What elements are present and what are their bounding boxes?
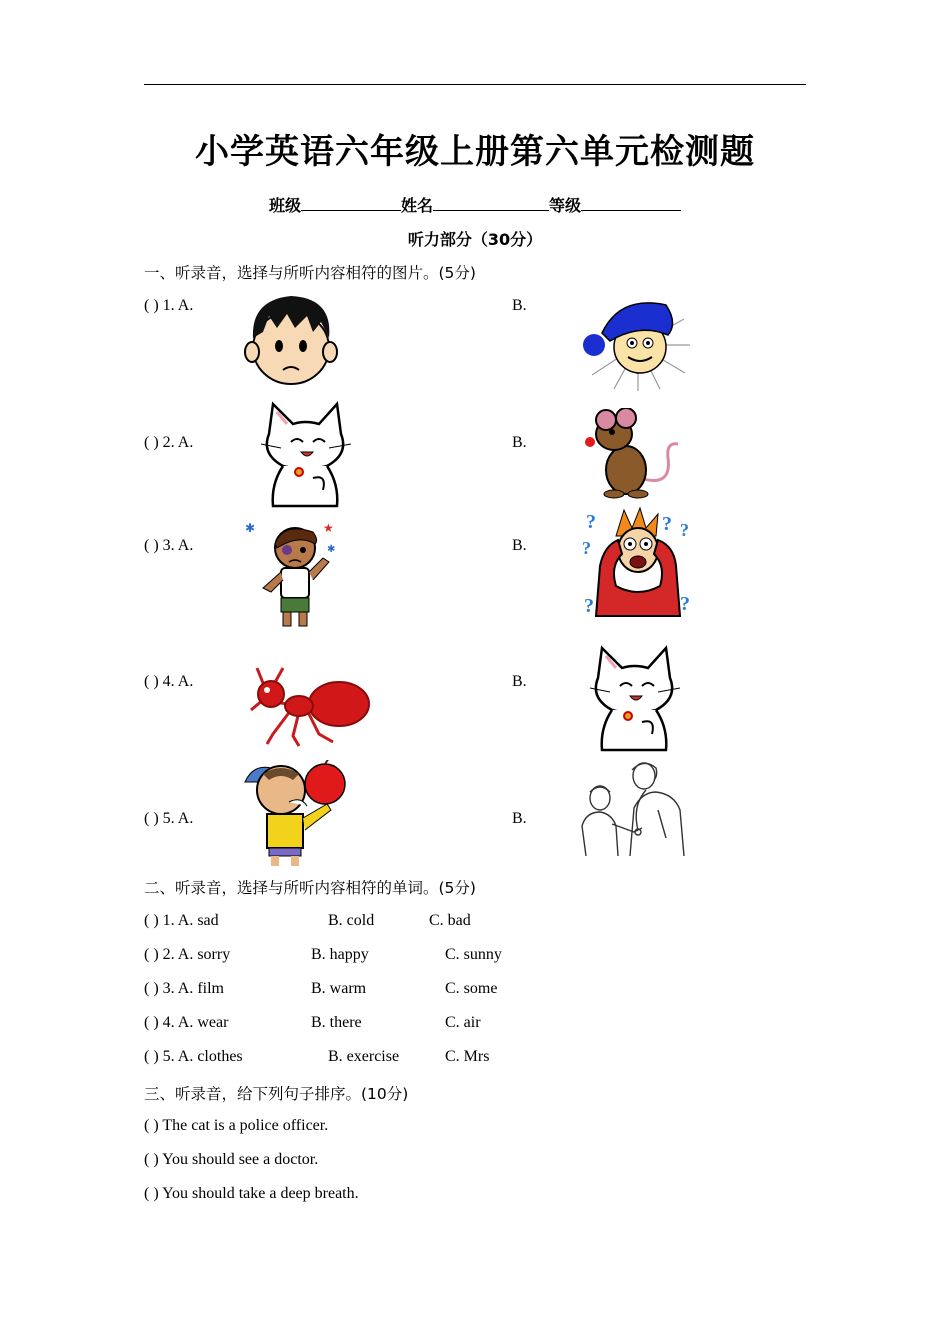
s1-item5-b: B. [512,810,527,827]
svg-text:?: ? [582,538,591,558]
svg-text:?: ? [662,513,672,535]
svg-text:✱: ✱ [245,521,256,535]
name-blank[interactable] [433,196,549,211]
boy-sad-face-image[interactable] [243,292,339,388]
ant-image[interactable] [243,664,373,748]
section1-heading: 一、听录音，选择与所听内容相符的图片。(5分) [144,264,476,282]
boy-hurt-image[interactable] [243,518,343,632]
section2-heading: 二、听录音，选择与所听内容相符的单词。(5分) [144,879,476,897]
s2-row4-a: ( ) 4. A. wear [144,1014,229,1031]
s1-item1-b: B. [512,297,527,314]
svg-text:✱: ✱ [327,544,336,555]
mouse-image[interactable] [580,408,684,502]
class-label: 班级 [268,196,301,215]
svg-text:★: ★ [323,521,334,535]
svg-text:?: ? [680,520,689,540]
s2-row2-b: B. happy [311,946,369,963]
boy-cold-hat-image[interactable] [580,293,695,391]
s1-item1-num: ( ) 1. A. [144,297,194,314]
s1-item4-b: B. [512,673,527,690]
top-rule [144,84,806,85]
grade-label: 等级 [549,196,582,215]
s2-row3-a: ( ) 3. A. film [144,980,224,997]
man-confused-image[interactable] [582,506,698,618]
section3-heading: 三、听录音，给下列句子排序。(10分) [144,1085,409,1103]
svg-text:?: ? [680,593,690,615]
page-title: 小学英语六年级上册第六单元检测题 [195,132,755,172]
s3-sentence-2: ( ) You should see a doctor. [144,1151,319,1168]
s1-item5-num: ( ) 5. A. [144,810,194,827]
svg-text:?: ? [584,595,594,617]
s2-row5-b: B. exercise [328,1048,400,1065]
name-label: 姓名 [400,196,433,215]
s3-sentence-1: ( ) The cat is a police officer. [144,1117,329,1134]
s2-row4-b: B. there [311,1014,362,1031]
class-blank[interactable] [301,196,401,211]
s2-row5-c: C. Mrs [445,1048,490,1065]
svg-text:?: ? [586,511,596,533]
grade-blank[interactable] [581,196,681,211]
s3-sentence-3: ( ) You should take a deep breath. [144,1185,359,1202]
s1-item3-num: ( ) 3. A. [144,537,194,554]
s2-row4-c: C. air [445,1014,481,1031]
s2-row3-c: C. some [445,980,498,997]
s2-row2-a: ( ) 2. A. sorry [144,946,231,963]
cat-happy-image-2[interactable] [586,642,682,758]
doctor-patient-image[interactable] [572,760,690,856]
s1-item2-b: B. [512,434,527,451]
boy-eating-apple-image[interactable] [241,760,357,866]
s2-row1-a: ( ) 1. A. sad [144,912,219,929]
s2-row1-b: B. cold [328,912,375,929]
s2-row5-a: ( ) 5. A. clothes [144,1048,243,1065]
cat-happy-image[interactable] [257,400,353,512]
s2-row1-c: C. bad [429,912,471,929]
s2-row3-b: B. warm [311,980,367,997]
s2-row2-c: C. sunny [445,946,502,963]
listening-part-heading: 听力部分（30分） [407,230,543,249]
student-info-line [0,193,950,216]
s1-item4-num: ( ) 4. A. [144,673,194,690]
s1-item2-num: ( ) 2. A. [144,434,194,451]
s1-item3-b: B. [512,537,527,554]
